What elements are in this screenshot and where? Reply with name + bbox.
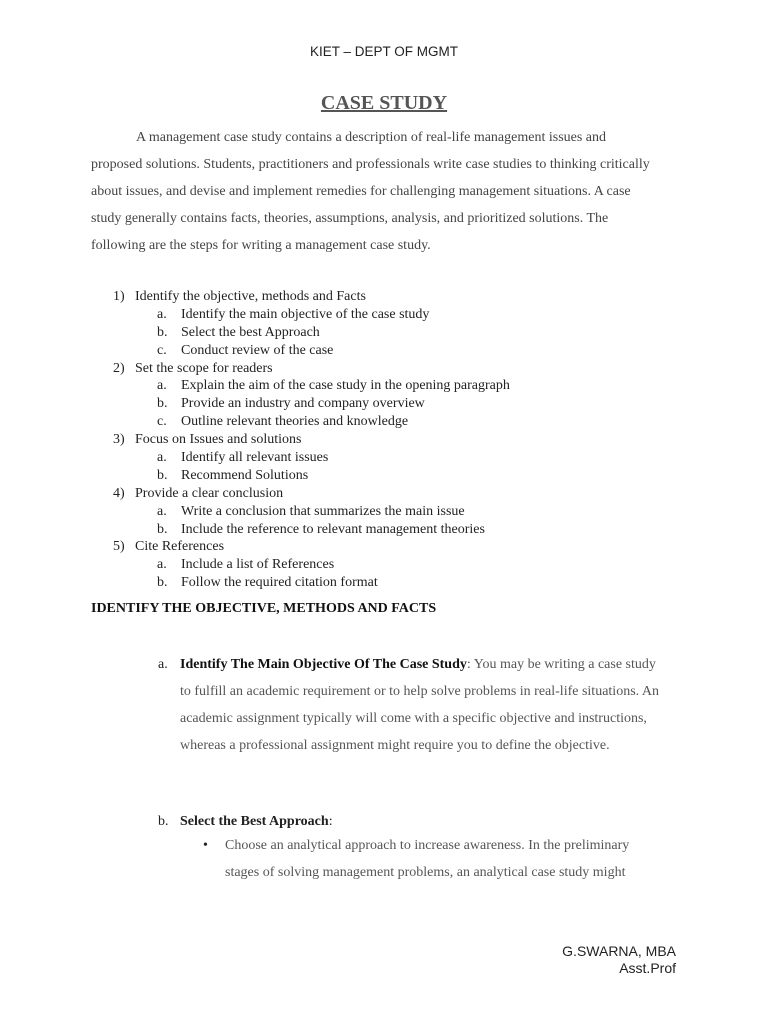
step-number: 1) bbox=[113, 289, 125, 304]
step-text: Cite References bbox=[135, 539, 225, 555]
list-marker: a. bbox=[158, 657, 168, 672]
step-item bbox=[91, 431, 691, 449]
step-item bbox=[91, 360, 691, 378]
substep-text: Conduct review of the case bbox=[181, 342, 334, 358]
substep-item bbox=[91, 324, 691, 342]
substep-marker: a. bbox=[157, 450, 167, 466]
substep-text: Explain the aim of the case study in the opening paragraph bbox=[181, 378, 510, 394]
step-text: Provide a clear conclusion bbox=[135, 485, 284, 501]
step-number: 3) bbox=[113, 432, 125, 448]
page-header: KIET – DEPT OF MGMT bbox=[309, 44, 459, 59]
substep-text: Write a conclusion that summarizes the main issue bbox=[181, 503, 465, 519]
substep-text: Identify the main objective of the case study bbox=[181, 306, 430, 322]
substep-text: Identify all relevant issues bbox=[181, 450, 329, 466]
substep-marker: b. bbox=[157, 324, 168, 340]
substep-text: Provide an industry and company overview bbox=[181, 396, 425, 412]
substep-item bbox=[91, 342, 691, 360]
steps-list bbox=[91, 288, 691, 592]
substep-text: Select the best Approach bbox=[181, 324, 320, 340]
section-heading: IDENTIFY THE OBJECTIVE, METHODS AND FACTS bbox=[91, 601, 437, 616]
step-text: Set the scope for readers bbox=[135, 360, 273, 376]
substep-marker: a. bbox=[157, 557, 167, 573]
bullet-text: Choose an analytical approach to increase awareness. In the preliminary stages of solving management problems, an analytical case study might bbox=[225, 838, 630, 880]
signature-name: G.SWARNA, MBA bbox=[562, 943, 676, 959]
approach-colon: : bbox=[328, 814, 333, 829]
step-text: Identify the objective, methods and Facts bbox=[135, 289, 366, 304]
signature-block bbox=[562, 943, 676, 977]
step-text: Focus on Issues and solutions bbox=[135, 432, 302, 448]
approach-lead bbox=[180, 814, 333, 830]
substep-text: Follow the required citation format bbox=[181, 575, 378, 591]
objective-body bbox=[180, 651, 660, 759]
substep-item bbox=[91, 503, 691, 521]
substep-marker: a. bbox=[157, 378, 167, 394]
intro-text: A management case study contains a description of real-life management issues and proposed solutions. Students, practitioners and professionals write case studies to thinking critically about issues, and devise and implement remedies for challenging management situations. A case study generally contains facts, theories, assumptions, analysis, and prioritized solutions. The following are the steps for writing a management case study. bbox=[91, 130, 650, 253]
intro-paragraph bbox=[91, 124, 651, 259]
substep-item bbox=[91, 467, 691, 485]
substep-text: Outline relevant theories and knowledge bbox=[181, 414, 409, 430]
signature-role: Asst.Prof bbox=[619, 960, 676, 976]
substep-item bbox=[91, 377, 691, 395]
substep-text: Include the reference to relevant management theories bbox=[181, 521, 485, 537]
substep-text: Recommend Solutions bbox=[181, 467, 309, 483]
substep-item bbox=[91, 574, 691, 592]
substep-item bbox=[91, 413, 691, 431]
substep-marker: c. bbox=[157, 414, 167, 430]
substep-marker: b. bbox=[157, 467, 168, 483]
substep-item bbox=[91, 521, 691, 539]
substep-item bbox=[91, 449, 691, 467]
substep-marker: a. bbox=[157, 503, 167, 519]
approach-bold-lead: Select the Best Approach bbox=[180, 814, 329, 829]
step-item bbox=[91, 288, 691, 306]
step-item bbox=[91, 538, 691, 556]
substep-marker: b. bbox=[157, 575, 168, 591]
step-number: 2) bbox=[113, 360, 125, 376]
substep-text: Include a list of References bbox=[181, 557, 335, 573]
step-number: 4) bbox=[113, 485, 125, 501]
substep-item bbox=[91, 556, 691, 574]
bullet-icon: • bbox=[203, 838, 208, 853]
page-title: CASE STUDY bbox=[320, 92, 448, 114]
substep-marker: b. bbox=[157, 396, 168, 412]
substep-marker: c. bbox=[157, 342, 167, 358]
step-item bbox=[91, 485, 691, 503]
step-number: 5) bbox=[113, 539, 125, 555]
list-marker: b. bbox=[158, 814, 169, 829]
objective-bold-lead: Identify The Main Objective Of The Case Study bbox=[180, 657, 467, 672]
substep-item bbox=[91, 306, 691, 324]
objective-text: : You may be writing a case study to fulfill an academic requirement or to help solve problems in real-life situations. An academic assignment typically will come with a specific objective and instructions, whereas a professional assignment might require you to define the objective. bbox=[180, 657, 659, 753]
substep-marker: b. bbox=[157, 521, 168, 537]
substep-marker: a. bbox=[157, 306, 167, 322]
substep-item bbox=[91, 395, 691, 413]
